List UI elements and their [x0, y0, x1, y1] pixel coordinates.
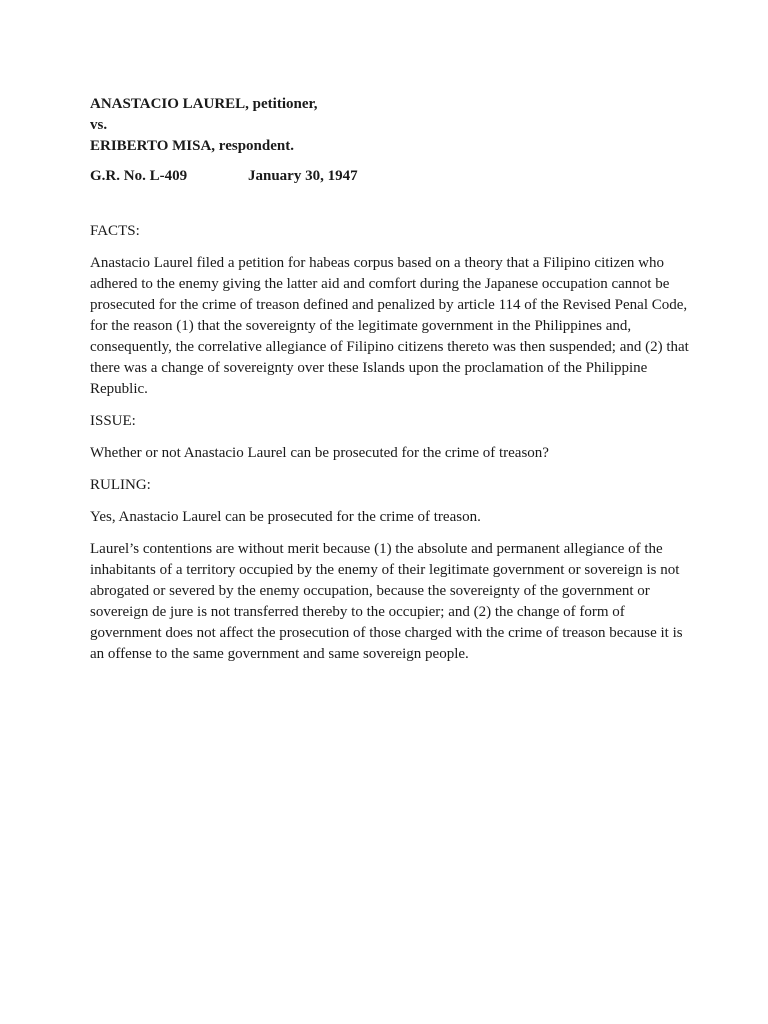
facts-heading: FACTS:	[90, 223, 140, 239]
ruling-answer: Yes, Anastacio Laurel can be prosecuted for the crime of treason.	[90, 509, 481, 525]
case-caption	[90, 94, 690, 157]
respondent-line: ERIBERTO MISA, respondent.	[90, 138, 294, 154]
gr-number: G.R. No. L-409	[90, 168, 188, 184]
issue-heading: ISSUE:	[90, 413, 136, 429]
ruling-paragraph: Laurel’s contentions are without merit because (1) the absolute and permanent allegiance of the inhabitants of a territory occupied by the enemy of their legitimate government or sovereign is not abrogated or severed by the enemy occupation, because the sovereignty of the government or sovereign de jure is not transferred thereby to the occupier; and (2) the change of form of government does not affect the prosecution of those charged with the crime of treason because it is an offense to the same government and same sovereign people.	[90, 541, 683, 662]
ruling-heading: RULING:	[90, 477, 151, 493]
petitioner-line: ANASTACIO LAUREL, petitioner,	[90, 96, 318, 112]
decision-date: January 30, 1947	[248, 168, 358, 184]
case-reference-row	[90, 166, 690, 187]
vs-line: vs.	[90, 117, 108, 133]
issue-paragraph: Whether or not Anastacio Laurel can be prosecuted for the crime of treason?	[90, 445, 549, 461]
facts-paragraph: Anastacio Laurel filed a petition for habeas corpus based on a theory that a Filipino citizen who adhered to the enemy giving the latter aid and comfort during the Japanese occupation cannot be prosecuted for the crime of treason defined and penalized by article 114 of the Revised Penal Code, for the reason (1) that the sovereignty of the legitimate government in the Philippines and, consequently, the correlative allegiance of Filipino citizens thereto was then suspended; and (2) that there was a change of sovereignty over these Islands upon the proclamation of the Philippine Republic.	[90, 255, 689, 397]
document-page	[90, 94, 690, 665]
